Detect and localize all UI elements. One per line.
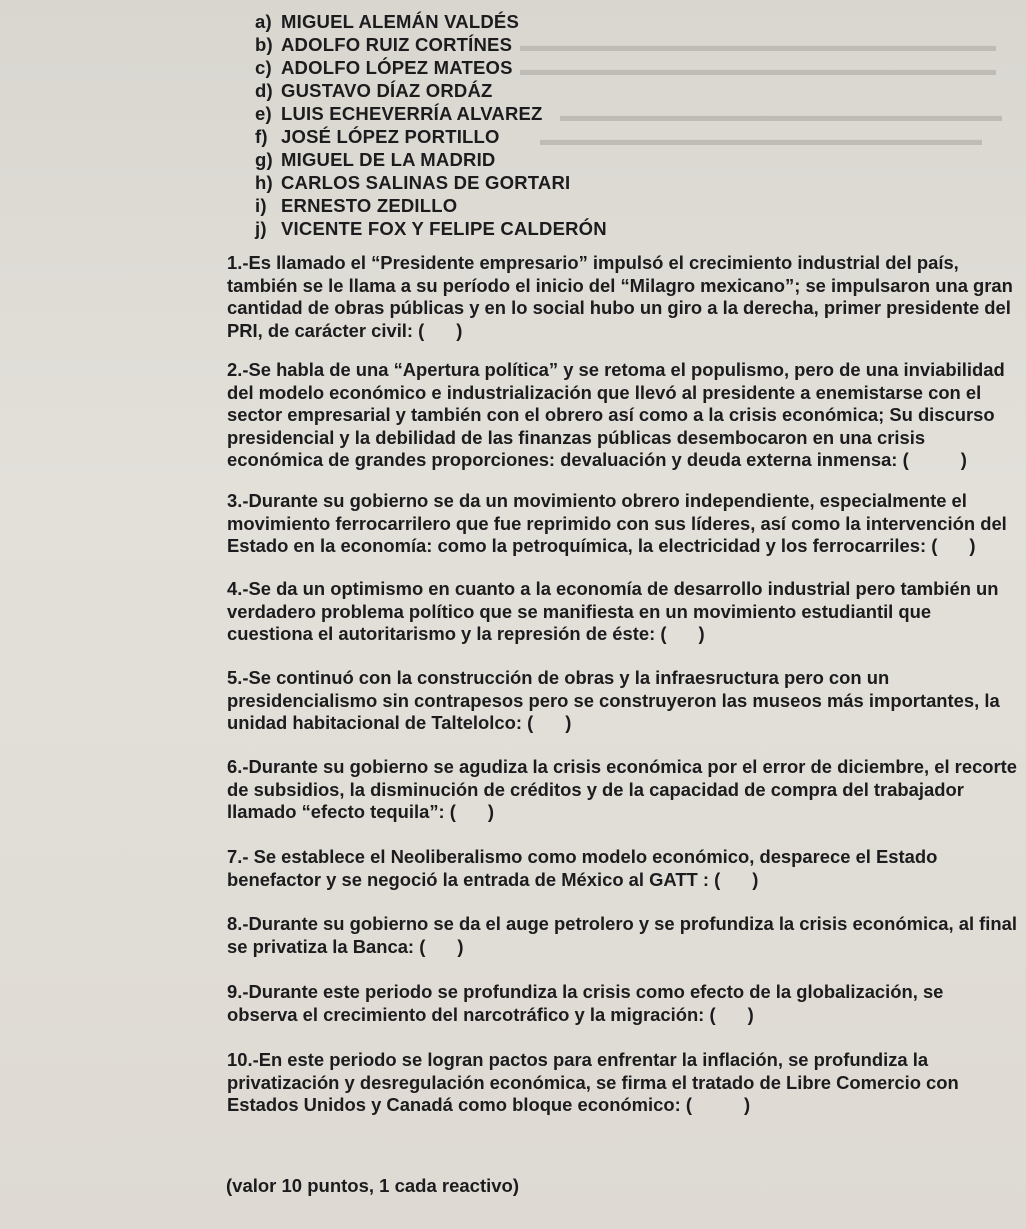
option-i	[255, 194, 607, 217]
option-name: ADOLFO RUIZ CORTÍNES	[281, 34, 513, 55]
question-text: 10.-En este periodo se logran pactos para enfrentar la inflación, se profundiza la privatización y desregulación económica, se firma el tratado de Libre Comercio con Estados Unidos y Canadá como bloque económico:	[227, 1049, 959, 1115]
option-letter: i)	[255, 195, 267, 216]
answer-open-paren: (	[714, 868, 721, 890]
answer-open-paren: (	[527, 712, 534, 733]
question-2	[227, 359, 1019, 472]
question-3	[227, 490, 1019, 558]
option-letter: e)	[255, 103, 272, 124]
option-e	[255, 102, 607, 125]
option-name: JOSÉ LÓPEZ PORTILLO	[281, 126, 500, 147]
option-name: MIGUEL DE LA MADRID	[281, 149, 496, 170]
question-text: 8.-Durante su gobierno se da el auge petrolero y se profundiza la crisis económica, al final se privatiza la Banca:	[227, 913, 1017, 957]
question-5	[227, 667, 1019, 735]
option-name: ADOLFO LÓPEZ MATEOS	[281, 57, 513, 78]
bleed-through-decoration: ▬▬▬▬▬▬▬▬▬▬▬▬▬▬▬▬▬▬▬▬▬▬▬▬▬▬▬▬	[520, 36, 996, 55]
answer-close-paren: )	[487, 801, 495, 822]
question-8	[227, 913, 1019, 958]
bleed-through-decoration: ▬▬▬▬▬▬▬▬▬▬▬▬▬▬▬▬▬▬▬▬▬▬▬▬▬▬▬▬	[520, 60, 996, 79]
answer-close-paren: )	[752, 868, 759, 890]
answer-open-paren: (	[449, 801, 456, 822]
answer-open-paren: (	[685, 1094, 692, 1115]
option-letter: d)	[255, 80, 273, 101]
option-name: CARLOS SALINAS DE GORTARI	[281, 172, 571, 193]
answer-close-paren: )	[565, 712, 572, 733]
score-note: (valor 10 puntos, 1 cada reactivo)	[226, 1175, 520, 1196]
question-text: 7.- Se establece el Neoliberalismo como modelo económico, desparece el Estado benefactor y se negoció la entrada de México al GATT :	[227, 846, 938, 890]
option-letter: h)	[255, 172, 273, 193]
question-7	[227, 846, 1019, 891]
question-4	[227, 578, 1019, 646]
answer-open-paren: (	[419, 935, 426, 957]
option-letter: c)	[255, 57, 272, 78]
option-c	[255, 56, 607, 79]
option-name: GUSTAVO DÍAZ ORDÁZ	[281, 80, 493, 101]
option-name: VICENTE FOX Y FELIPE CALDERÓN	[281, 218, 607, 239]
option-name: LUIS ECHEVERRÍA ALVAREZ	[281, 103, 543, 124]
option-letter: a)	[255, 11, 272, 32]
option-d	[255, 79, 607, 102]
options-list	[255, 10, 607, 240]
bleed-through-decoration: ▬▬▬▬▬▬▬▬▬▬▬▬▬▬▬▬▬▬▬▬▬▬▬▬▬▬	[540, 130, 982, 149]
question-text: 1.-Es llamado el “Presidente empresario” impulsó el crecimiento industrial del país, también se le llama a su período el inicio del “Milagro mexicano”; se impulsaron una gran cantidad de obras públicas y en lo social hubo un giro a la derecha, primer presidente del PRI, de carácter civil:	[227, 252, 1013, 341]
option-name: ERNESTO ZEDILLO	[281, 195, 458, 216]
option-letter: f)	[255, 126, 268, 147]
answer-open-paren: (	[709, 1003, 716, 1025]
option-f	[255, 125, 607, 148]
answer-close-paren: )	[456, 319, 463, 341]
answer-close-paren: )	[747, 1003, 754, 1025]
answer-close-paren: )	[743, 1094, 751, 1115]
question-9	[227, 981, 1019, 1026]
answer-open-paren: (	[931, 535, 938, 556]
answer-close-paren: )	[960, 449, 967, 470]
answer-open-paren: (	[660, 623, 667, 644]
answer-open-paren: (	[902, 449, 909, 470]
option-j	[255, 217, 607, 240]
bleed-through-decoration: ▬▬▬▬▬▬▬▬▬▬▬▬▬▬▬▬▬▬▬▬▬▬▬▬▬▬	[560, 106, 1002, 125]
option-letter: b)	[255, 34, 273, 55]
option-a	[255, 10, 607, 33]
question-text: 9.-Durante este periodo se profundiza la crisis como efecto de la globalización, se observa el crecimiento del narcotráfico y la migración:	[227, 981, 944, 1025]
answer-close-paren: )	[969, 535, 976, 556]
option-name: MIGUEL ALEMÁN VALDÉS	[281, 11, 519, 32]
answer-close-paren: )	[698, 623, 705, 644]
option-letter: g)	[255, 149, 273, 170]
question-text: 2.-Se habla de una “Apertura política” y se retoma el populismo, pero de una inviabilidad del modelo económico e industrialización que llevó al presidente a enemistarse con el sector empresarial y también con el obrero así como a la crisis económica; Su discurso presidencial y la debilidad de las finanzas públicas desembocaron en una crisis económica de grandes proporciones: devaluación y deuda externa inmensa:	[227, 359, 1005, 470]
question-10	[227, 1049, 1019, 1117]
question-text: 4.-Se da un optimismo en cuanto a la economía de desarrollo industrial pero también un verdadero problema político que se manifiesta en un movimiento estudiantil que cuestiona el autoritarismo y la represión de éste:	[227, 578, 999, 644]
question-text: 6.-Durante su gobierno se agudiza la crisis económica por el error de diciembre, el recorte de subsidios, la disminución de créditos y de la capacidad de compra del trabajador llamado “efecto tequila”:	[227, 756, 1018, 822]
question-text: 5.-Se continuó con la construcción de obras y la infraesructura pero con un presidencialismo sin contrapesos pero se construyeron las museos más importantes, la unidad habitacional de Taltelolco:	[227, 667, 1000, 733]
question-1	[227, 252, 1019, 342]
answer-open-paren: (	[418, 319, 425, 341]
option-h	[255, 171, 607, 194]
answer-close-paren: )	[457, 935, 464, 957]
option-b	[255, 33, 607, 56]
option-g	[255, 148, 607, 171]
question-text: 3.-Durante su gobierno se da un movimiento obrero independiente, especialmente el movimiento ferrocarrilero que fue reprimido con sus líderes, así como la intervención del Estado en la economía: como la petroquímica, la electricidad y los ferrocarriles:	[227, 490, 1007, 556]
question-6	[227, 756, 1019, 824]
option-letter: j)	[255, 218, 267, 239]
